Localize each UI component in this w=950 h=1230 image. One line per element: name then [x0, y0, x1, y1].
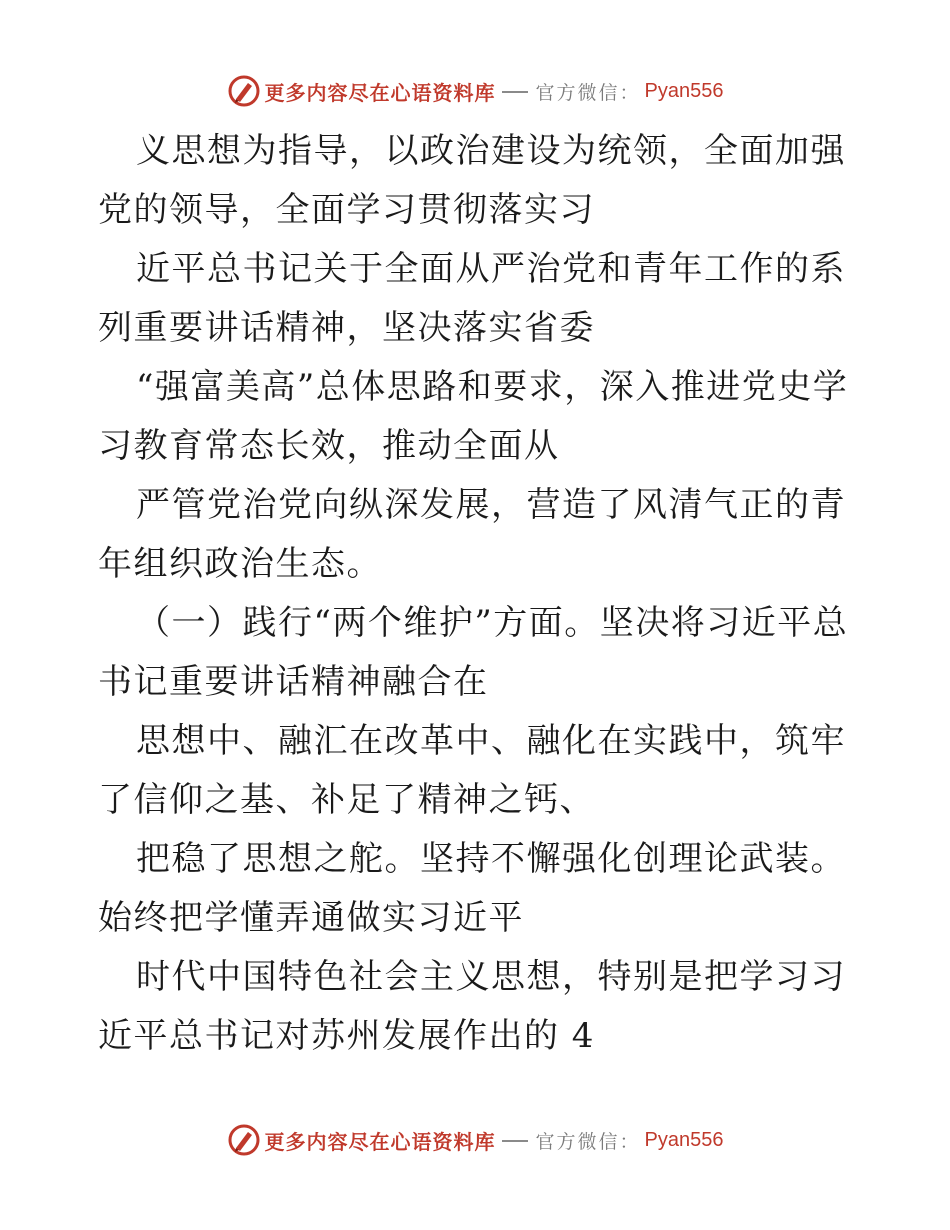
pen-seal-logo-icon	[227, 1123, 261, 1157]
pen-seal-logo-icon	[227, 74, 261, 108]
document-body	[98, 122, 858, 1066]
paragraph: “强富美高”总体思路和要求，深入推进党史学习教育常态长效，推动全面从	[98, 367, 849, 466]
watermark-account: Pyan556	[644, 1128, 724, 1151]
paragraph: 严管党治党向纵深发展，营造了风清气正的青年组织政治生态。	[98, 485, 846, 584]
watermark-brand: 更多内容尽在心语资料库	[264, 1129, 496, 1154]
header-watermark	[0, 71, 950, 111]
watermark-label: 官方微信：	[535, 81, 641, 104]
paragraph: 近平总书记关于全面从严治党和青年工作的系列重要讲话精神，坚决落实省委	[98, 249, 846, 348]
watermark-separator	[502, 1140, 528, 1142]
watermark-label: 官方微信：	[535, 1130, 641, 1153]
footer-watermark	[0, 1120, 950, 1160]
paragraph: （一）践行“两个维护”方面。坚决将习近平总书记重要讲话精神融合在	[98, 603, 849, 702]
paragraph: 义思想为指导，以政治建设为统领，全面加强党的领导，全面学习贯彻落实习	[98, 131, 846, 230]
watermark-separator	[502, 91, 528, 93]
paragraph: 时代中国特色社会主义思想，特别是把学习习近平总书记对苏州发展作出的 4	[98, 957, 846, 1056]
paragraph: 思想中、融汇在改革中、融化在实践中，筑牢了信仰之基、补足了精神之钙、	[98, 721, 846, 820]
watermark-account: Pyan556	[644, 79, 724, 102]
paragraph: 把稳了思想之舵。坚持不懈强化创理论武装。始终把学懂弄通做实习近平	[98, 839, 846, 938]
watermark-brand: 更多内容尽在心语资料库	[264, 80, 496, 105]
